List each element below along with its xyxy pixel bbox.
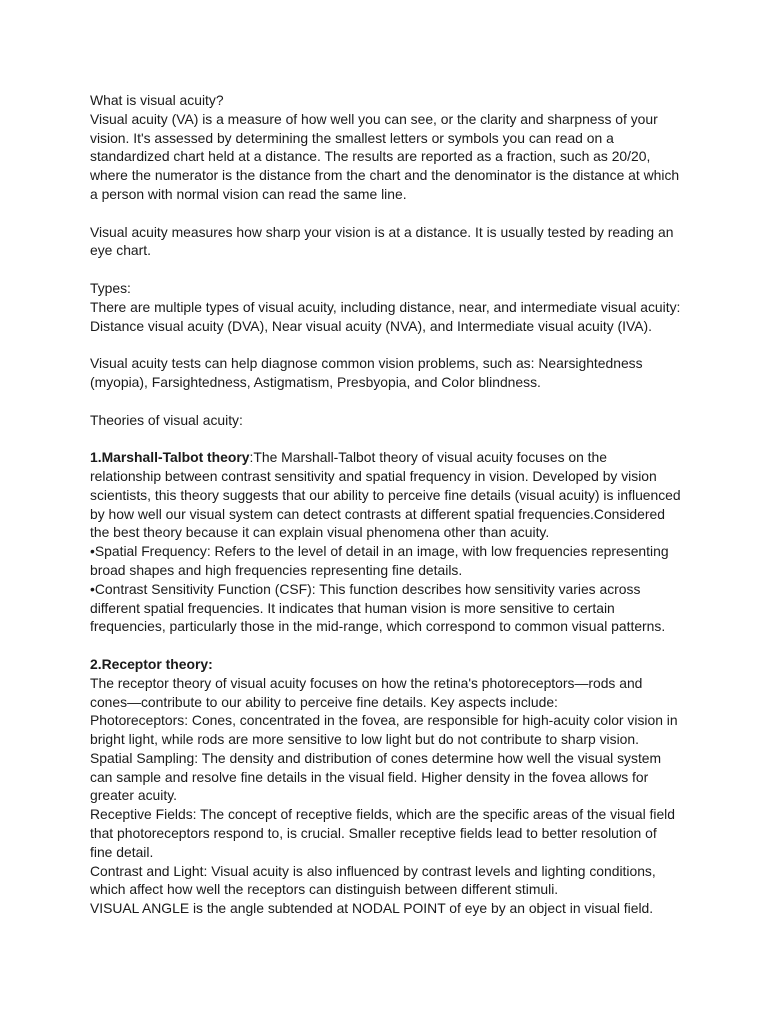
marshall-talbot-intro: :The Marshall-Talbot theory of visual acuity focuses on the — [249, 449, 607, 466]
receptor-theory-line: cones—contribute to our ability to perceive fine details. Key aspects include: — [90, 693, 558, 710]
tests-line: Visual acuity tests can help diagnose common vision problems, such as: Nearsightedness — [90, 355, 643, 372]
marshall-talbot-title: 1.Marshall-Talbot theory — [90, 449, 250, 466]
definition-line: Visual acuity (VA) is a measure of how well you can see, or the clarity and sharpness of your — [90, 110, 658, 127]
marshall-talbot-line: different spatial frequencies. It indicates that human vision is more sensitive to certain — [90, 599, 615, 616]
definition-section — [90, 91, 690, 204]
paragraph-gap — [90, 429, 690, 448]
theories-section — [90, 411, 690, 430]
paragraph-gap — [90, 260, 690, 279]
marshall-talbot-line: scientists, this theory suggests that our ability to perceive fine details (visual acuity) is influenced — [90, 486, 681, 503]
types-heading: Types: — [90, 279, 131, 296]
paragraph-gap — [90, 204, 690, 223]
receptor-theory-line: can sample and resolve fine details in the visual field. Higher density in the fovea allows for — [90, 768, 649, 785]
theories-heading: Theories of visual acuity: — [90, 411, 243, 428]
receptor-theory-line: fine detail. — [90, 843, 154, 860]
paragraph-gap — [90, 636, 690, 655]
marshall-talbot-first-line — [90, 448, 690, 467]
paragraph-gap — [90, 335, 690, 354]
receptor-theory-line: greater acuity. — [90, 787, 177, 804]
receptor-theory-line: VISUAL ANGLE is the angle subtended at NODAL POINT of eye by an object in visual field. — [90, 900, 654, 917]
measure-section — [90, 223, 690, 261]
measure-line: Visual acuity measures how sharp your vision is at a distance. It is usually tested by reading an — [90, 223, 674, 240]
marshall-talbot-line: broad shapes and high frequencies representing fine details. — [90, 561, 463, 578]
marshall-talbot-line: •Contrast Sensitivity Function (CSF): This function describes how sensitivity varies across — [90, 580, 641, 597]
measure-line: eye chart. — [90, 242, 151, 259]
types-line: There are multiple types of visual acuity, including distance, near, and intermediate visual acuity: — [90, 298, 681, 315]
marshall-talbot-line: by how well our visual system can detect contrasts at different spatial frequencies.Considered — [90, 505, 665, 522]
types-line: Distance visual acuity (DVA), Near visual acuity (NVA), and Intermediate visual acuity (IVA). — [90, 317, 652, 334]
definition-line: where the numerator is the distance from the chart and the denominator is the distance at which — [90, 167, 680, 184]
question-heading: What is visual acuity? — [90, 92, 224, 108]
receptor-theory-line: Spatial Sampling: The density and distribution of cones determine how well the visual system — [90, 749, 662, 766]
receptor-theory-line: that photoreceptors respond to, is crucial. Smaller receptive fields lead to better resolution of — [90, 825, 657, 842]
marshall-talbot-line: relationship between contrast sensitivity and spatial frequency in vision. Developed by vision — [90, 467, 657, 484]
marshall-talbot-line: frequencies, particularly those in the mid-range, which correspond to common visual patterns. — [90, 618, 666, 635]
receptor-theory-line: Receptive Fields: The concept of receptive fields, which are the specific areas of the visual field — [90, 806, 675, 823]
marshall-talbot-section — [90, 448, 690, 636]
definition-line: a person with normal vision can read the same line. — [90, 185, 407, 202]
tests-line: (myopia), Farsightedness, Astigmatism, Presbyopia, and Color blindness. — [90, 373, 541, 390]
receptor-theory-line: Photoreceptors: Cones, concentrated in the fovea, are responsible for high-acuity color vision in — [90, 712, 678, 729]
receptor-theory-line: The receptor theory of visual acuity focuses on how the retina's photoreceptors—rods and — [90, 674, 643, 691]
receptor-theory-title-line — [90, 655, 690, 674]
definition-line: vision. It's assessed by determining the smallest letters or symbols you can read on a — [90, 129, 614, 146]
receptor-theory-title: 2.Receptor theory: — [90, 655, 213, 672]
marshall-talbot-line: •Spatial Frequency: Refers to the level of detail in an image, with low frequencies representing — [90, 543, 669, 560]
receptor-theory-line: Contrast and Light: Visual acuity is also influenced by contrast levels and lighting conditions, — [90, 862, 656, 879]
document-page — [90, 91, 690, 918]
definition-line: standardized chart held at a distance. The results are reported as a fraction, such as 20/20, — [90, 148, 651, 165]
marshall-talbot-line: the best theory because it can explain visual phenomena other than acuity. — [90, 524, 550, 541]
types-section — [90, 279, 690, 335]
receptor-theory-section — [90, 655, 690, 918]
paragraph-gap — [90, 392, 690, 411]
receptor-theory-line: which affect how well the receptors can distinguish between different stimuli. — [90, 881, 559, 898]
tests-section — [90, 354, 690, 392]
receptor-theory-line: bright light, while rods are more sensitive to low light but do not contribute to sharp vision. — [90, 731, 639, 748]
